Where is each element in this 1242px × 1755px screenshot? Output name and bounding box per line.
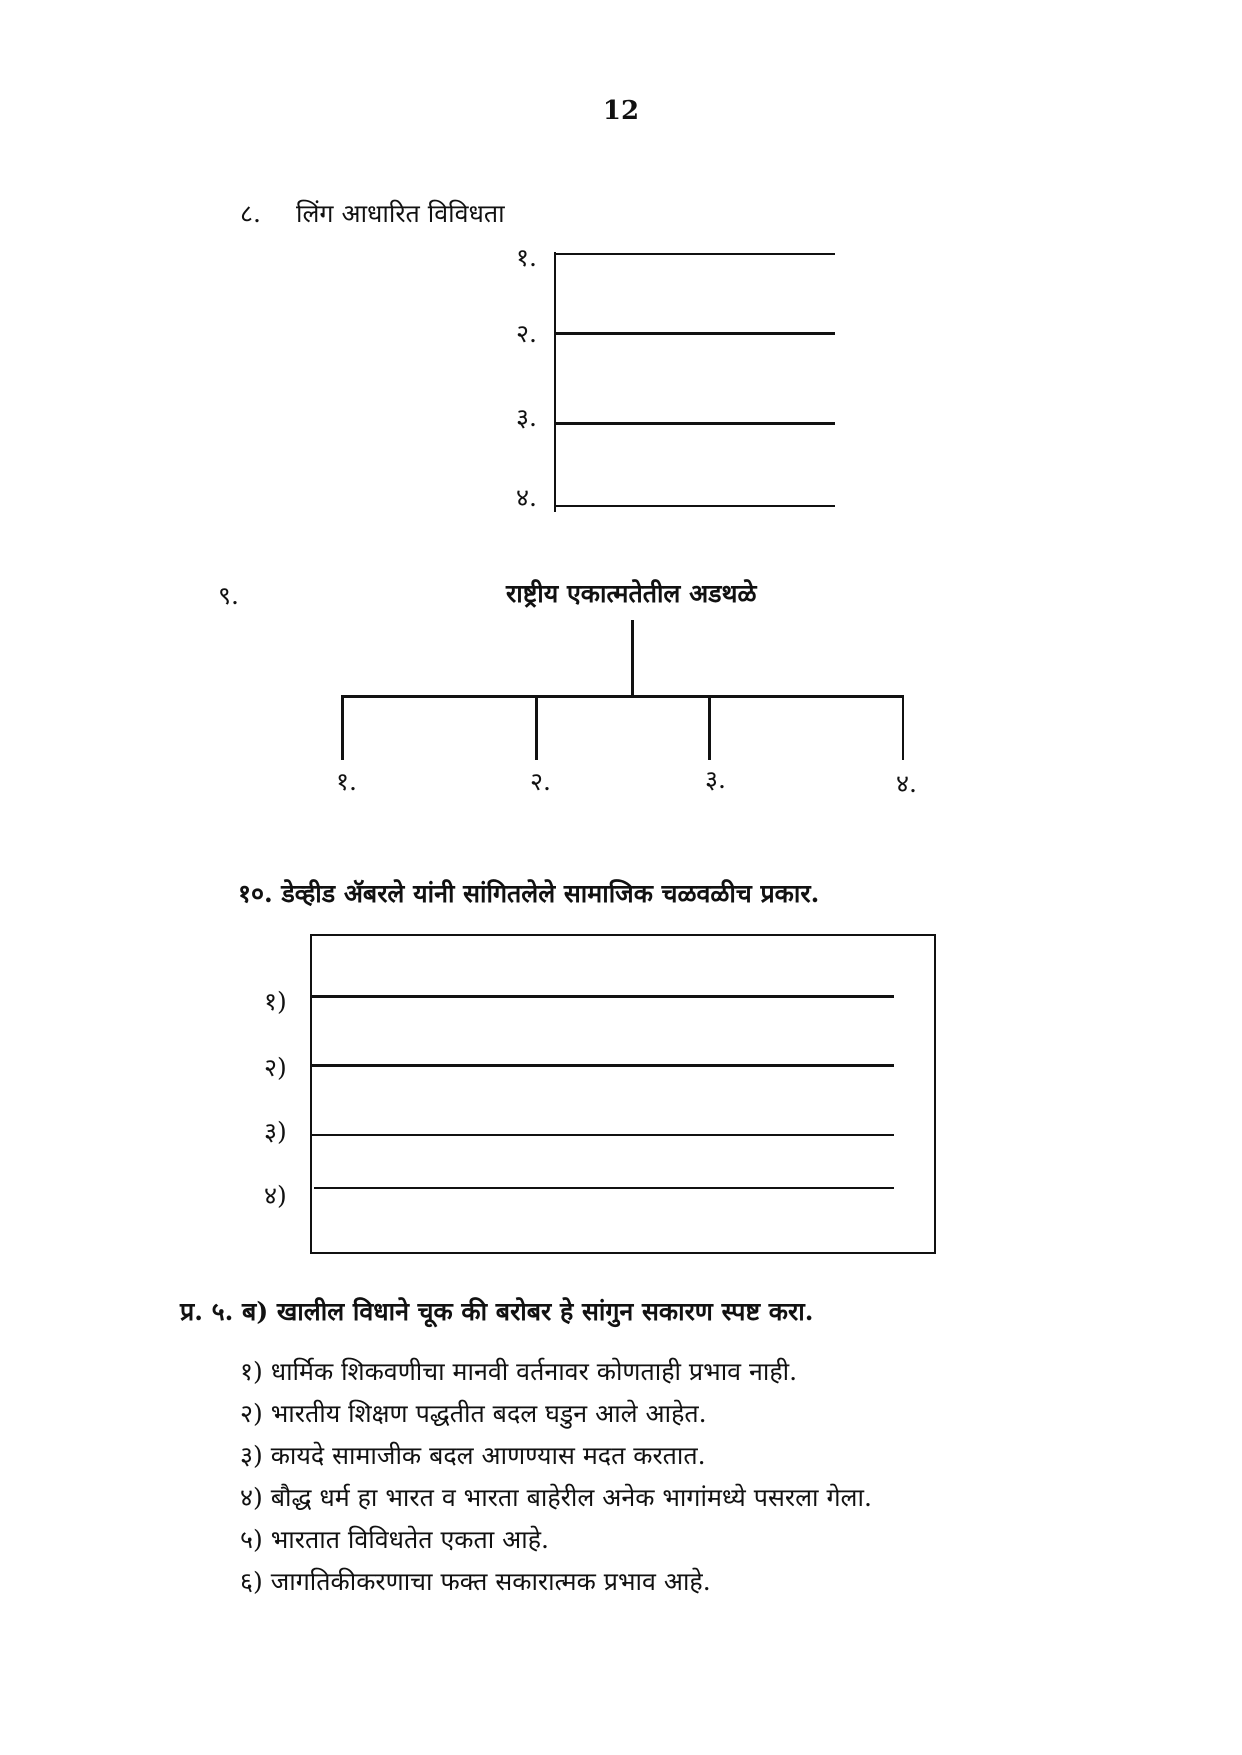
q9-branch-4-label: ४. xyxy=(896,769,917,798)
q10-answer-line-1 xyxy=(312,995,894,998)
q10-item-3-label: ३) xyxy=(264,1117,287,1146)
q9-branch-1-label: १. xyxy=(336,767,357,796)
q10-title: १०. डेव्हीड ॲबरले यांनी सांगितलेले सामाजिक चळवळीच प्रकार. xyxy=(238,879,820,908)
q9-branch-4-line xyxy=(902,695,904,760)
q8-label: ८. xyxy=(240,199,261,228)
q5b-heading: प्र. ५. ब) खालील विधाने चूक की बरोबर हे सांगुन सकारण स्पष्ट करा. xyxy=(180,1297,814,1326)
q8-item-1-label: १. xyxy=(516,243,537,272)
q9-branch-3-label: ३. xyxy=(705,765,726,794)
q8-item-4-label: ४. xyxy=(516,483,537,512)
q5b-statement-3: ३) कायदे सामाजीक बदल आणण्यास मदत करतात. xyxy=(240,1441,706,1470)
q8-answer-line-4 xyxy=(555,505,835,507)
q5b-statement-5: ५) भारतात विविधतेत एकता आहे. xyxy=(240,1525,549,1554)
q10-answer-line-2 xyxy=(312,1064,894,1067)
q9-branch-1-line xyxy=(341,695,344,760)
q9-label: ९. xyxy=(218,581,239,610)
q9-trunk-line xyxy=(631,620,634,697)
q8-item-2-label: २. xyxy=(516,319,537,348)
q8-title: लिंग आधारित विविधता xyxy=(296,199,505,228)
q10-answer-line-4 xyxy=(314,1187,894,1189)
q9-branch-2-label: २. xyxy=(530,767,551,796)
q8-answer-line-1 xyxy=(555,253,835,255)
q10-answer-box xyxy=(310,934,936,1254)
q8-answer-line-3 xyxy=(555,422,835,425)
q10-item-4-label: ४) xyxy=(264,1181,287,1210)
q5b-statement-1: १) धार्मिक शिकवणीचा मानवी वर्तनावर कोणताही प्रभाव नाही. xyxy=(240,1357,798,1386)
q9-branch-2-line xyxy=(535,695,538,760)
q8-answer-line-2 xyxy=(555,332,835,335)
q10-answer-line-3 xyxy=(312,1134,894,1136)
q5b-statement-2: २) भारतीय शिक्षण पद्धतीत बदल घडुन आले आहेत. xyxy=(240,1399,707,1428)
q9-title: राष्ट्रीय एकात्मतेतील अडथळे xyxy=(506,579,757,608)
q9-branch-bar xyxy=(341,695,904,698)
page-number: 12 xyxy=(602,96,640,126)
q10-item-1-label: १) xyxy=(264,987,287,1016)
q8-item-3-label: ३. xyxy=(516,403,537,432)
q5b-statement-6: ६) जागतिकीकरणाचा फक्त सकारात्मक प्रभाव आहे. xyxy=(240,1567,711,1596)
q5b-statement-4: ४) बौद्ध धर्म हा भारत व भारता बाहेरील अनेक भागांमध्ये पसरला गेला. xyxy=(240,1483,872,1512)
q8-vertical-line xyxy=(554,252,556,512)
q10-item-2-label: २) xyxy=(264,1053,287,1082)
q9-branch-3-line xyxy=(708,695,711,760)
